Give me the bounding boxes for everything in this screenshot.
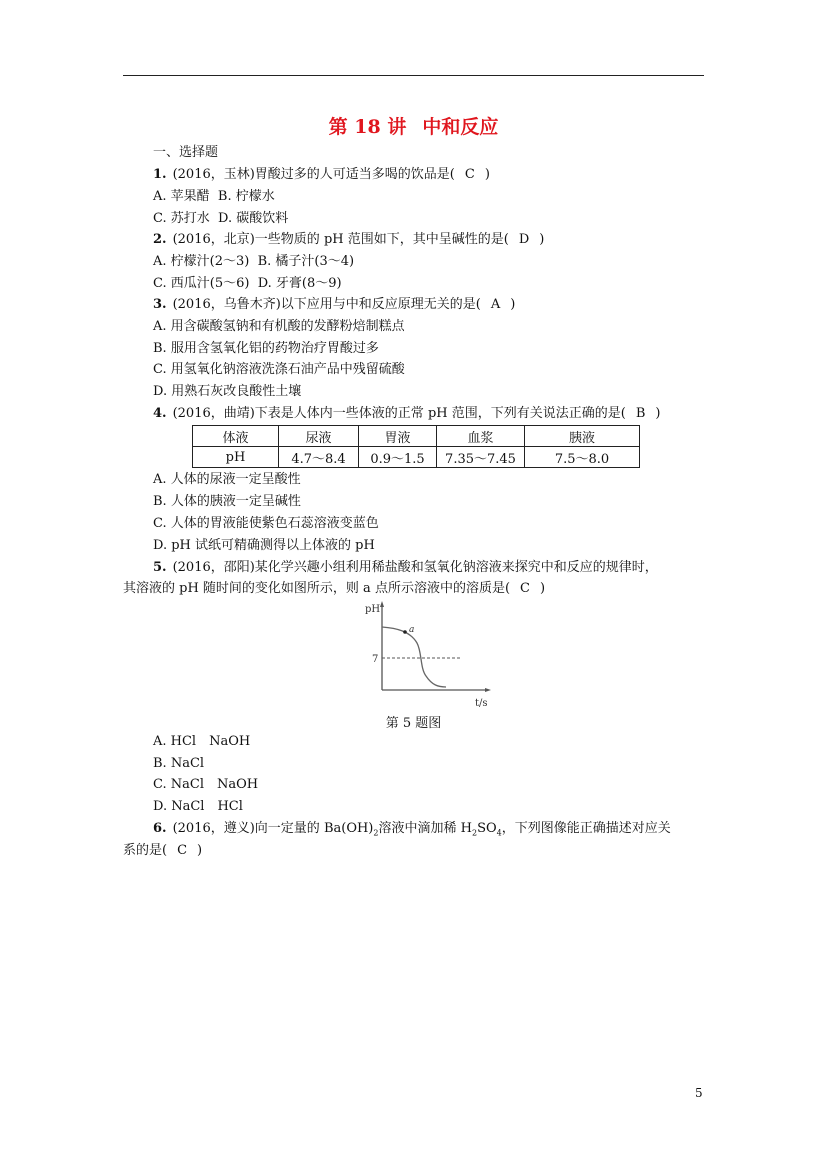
option-row: C. 西瓜汁(5～6) D. 牙膏(8～9) xyxy=(153,276,342,291)
y-axis-arrow xyxy=(380,601,384,607)
option-row: A. 柠檬汁(2～3) B. 橘子汁(3～4) xyxy=(153,254,355,269)
question-5-cont: 其溶液的 pH 随时间的变化如图所示，则 a 点所示溶液中的溶质是( C ) xyxy=(123,581,546,596)
option: B. NaCl xyxy=(153,756,205,771)
option: B. 人体的胰液一定呈碱性 xyxy=(153,494,301,509)
header-rule xyxy=(123,75,704,76)
option: A. HCl NaOH xyxy=(153,734,251,749)
question-1: 1. (2016，玉林)胃酸过多的人可适当多喝的饮品是( C ) xyxy=(153,167,490,182)
ph-curve xyxy=(382,627,446,687)
x-axis-arrow xyxy=(485,688,491,692)
option: C. NaCl NaOH xyxy=(153,777,259,792)
question-2: 2. (2016，北京)一些物质的 pH 范围如下，其中呈碱性的是( D ) xyxy=(153,232,545,247)
ph-time-figure xyxy=(360,598,500,717)
option: C. 用氢氧化钠溶液洗涤石油产品中残留硫酸 xyxy=(153,362,405,377)
table-cell: 0.9～1.5 xyxy=(359,447,437,468)
section-heading: 一、选择题 xyxy=(153,145,219,160)
question-6: 6. (2016，遵义)向一定量的 $Ba(OH)_2$溶液中滴加稀 $H_2SO_4$，下列图像能正确描述对应关 xyxy=(153,821,671,838)
chapter-label: 第 18 讲 xyxy=(328,116,407,138)
answer: C xyxy=(177,843,188,858)
answer: B xyxy=(635,406,646,421)
page-title xyxy=(0,112,827,139)
x-axis-label: t/s xyxy=(475,698,488,709)
table-cell: 体液 xyxy=(193,426,279,447)
option-row: C. 苏打水 D. 碳酸饮料 xyxy=(153,211,289,226)
table-cell: 4.7～8.4 xyxy=(279,447,359,468)
option: A. 人体的尿液一定呈酸性 xyxy=(153,472,301,487)
point-a xyxy=(403,630,407,634)
topic-label: 中和反应 xyxy=(422,116,499,138)
table-header-row xyxy=(193,426,640,447)
option: A. 用含碳酸氢钠和有机酸的发酵粉焙制糕点 xyxy=(153,319,405,334)
option: D. 用熟石灰改良酸性土壤 xyxy=(153,384,302,399)
option: B. 服用含氢氧化铝的药物治疗胃酸过多 xyxy=(153,341,379,356)
figure-caption: 第 5 题图 xyxy=(385,716,442,731)
ph-table xyxy=(192,425,640,468)
answer: C xyxy=(520,581,530,596)
ref-value-label: 7 xyxy=(372,654,379,665)
page-number: 5 xyxy=(695,1086,703,1100)
table-cell: 胰液 xyxy=(525,426,640,447)
table-cell: 7.35～7.45 xyxy=(437,447,525,468)
table-cell: 血浆 xyxy=(437,426,525,447)
question-5: 5. (2016，邵阳)某化学兴趣小组利用稀盐酸和氢氧化钠溶液来探究中和反应的规律时， xyxy=(153,560,658,575)
y-axis-label: pH xyxy=(365,604,381,615)
table-cell: 尿液 xyxy=(279,426,359,447)
answer: A xyxy=(490,297,501,312)
option: D. pH 试纸可精确测得以上体液的 pH xyxy=(153,538,375,553)
option: D. NaCl HCl xyxy=(153,799,243,814)
question-3: 3. (2016，乌鲁木齐)以下应用与中和反应原理无关的是( A ) xyxy=(153,297,516,312)
table-row xyxy=(193,447,640,468)
question-6-cont: 系的是( C ) xyxy=(123,843,203,858)
point-a-label: a xyxy=(409,625,415,635)
table-cell: pH xyxy=(193,447,279,468)
option-row: A. 苹果醋 B. 柠檬水 xyxy=(153,189,275,204)
table-cell: 胃液 xyxy=(359,426,437,447)
answer: D xyxy=(518,232,530,247)
answer: C xyxy=(464,167,475,182)
question-4: 4. (2016，曲靖)下表是人体内一些体液的正常 pH 范围，下列有关说法正确的是( B ) xyxy=(153,406,661,421)
table-cell: 7.5～8.0 xyxy=(525,447,640,468)
option: C. 人体的胃液能使紫色石蕊溶液变蓝色 xyxy=(153,516,379,531)
